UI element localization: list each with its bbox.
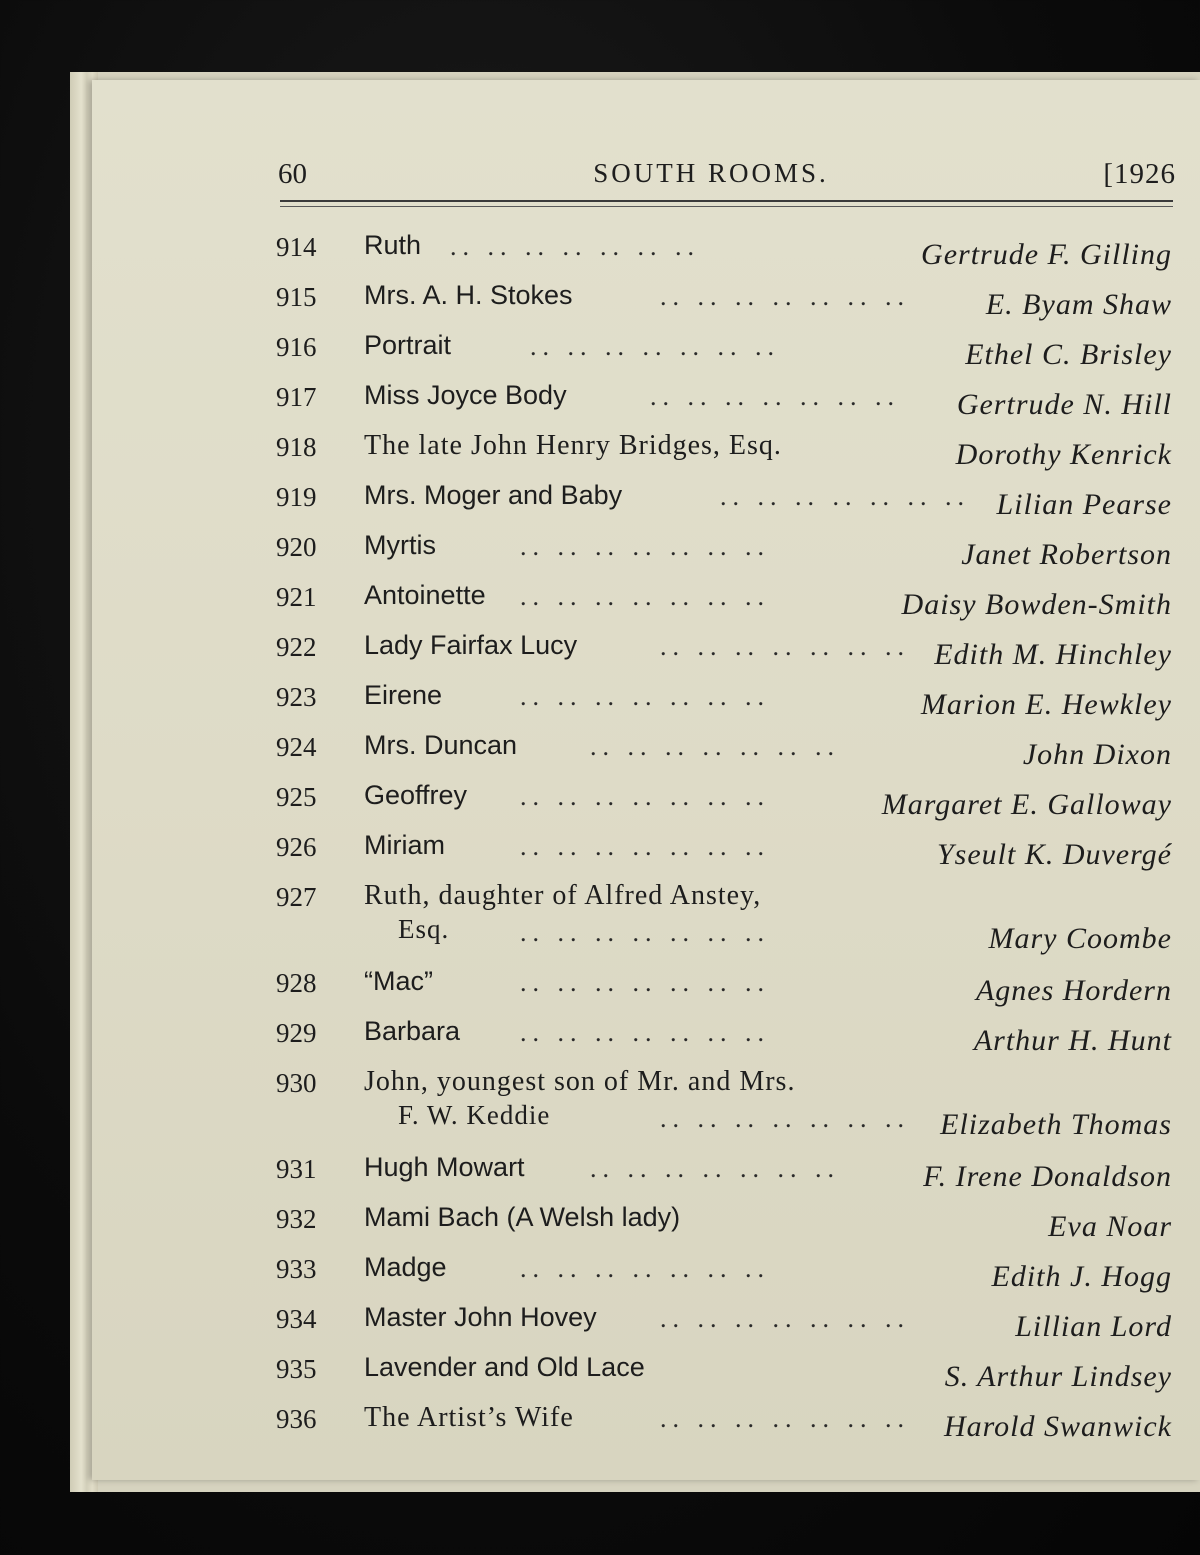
dot-leader: .. .. .. .. .. .. .. bbox=[530, 332, 780, 361]
catalogue-entry bbox=[270, 426, 1180, 476]
catalogue-entry bbox=[270, 776, 1180, 826]
artist-name: Elizabeth Thomas bbox=[940, 1108, 1172, 1141]
catalogue-entry bbox=[270, 1148, 1180, 1198]
catalogue-entry bbox=[270, 1398, 1180, 1448]
catalogue-entry bbox=[270, 876, 1180, 962]
page-header bbox=[186, 158, 1176, 198]
running-head: SOUTH ROOMS. bbox=[593, 158, 829, 188]
catalogue-number: 924 bbox=[276, 732, 317, 762]
artist-name: Harold Swanwick bbox=[943, 1410, 1172, 1443]
artist-name: Edith J. Hogg bbox=[991, 1260, 1172, 1293]
work-title: Lavender and Old Lace bbox=[364, 1352, 645, 1382]
work-title: Mrs. Duncan bbox=[364, 730, 518, 760]
catalogue-entry bbox=[270, 576, 1180, 626]
artist-name: Lilian Pearse bbox=[996, 488, 1172, 521]
artist-name: Marion E. Hewkley bbox=[920, 688, 1172, 721]
dot-leader: .. .. .. .. .. .. .. bbox=[520, 582, 770, 611]
dot-leader: .. .. .. .. .. .. .. bbox=[450, 232, 700, 261]
work-title-continued: F. W. Keddie bbox=[398, 1100, 551, 1130]
catalogue-number: 928 bbox=[276, 968, 317, 998]
catalogue-entry bbox=[270, 626, 1180, 676]
artist-name: Gertrude N. Hill bbox=[956, 388, 1172, 421]
catalogue-entry bbox=[270, 726, 1180, 776]
page-number: 60 bbox=[278, 158, 307, 190]
header-rule-thin bbox=[280, 206, 1173, 207]
dot-leader: .. .. .. .. .. .. .. bbox=[660, 632, 910, 661]
artist-name: Eva Noar bbox=[1048, 1210, 1172, 1243]
artist-name: Arthur H. Hunt bbox=[973, 1024, 1172, 1057]
catalogue-number: 918 bbox=[276, 432, 317, 462]
catalogue-number: 933 bbox=[276, 1254, 317, 1284]
work-title: Barbara bbox=[364, 1016, 461, 1046]
year: [1926 bbox=[1103, 158, 1176, 190]
dot-leader: .. .. .. .. .. .. .. bbox=[520, 532, 770, 561]
artist-name: F. Irene Donaldson bbox=[923, 1160, 1172, 1193]
dot-leader: .. .. .. .. .. .. .. bbox=[590, 732, 840, 761]
dot-leader: .. .. .. .. .. .. .. bbox=[650, 382, 900, 411]
catalogue-entry bbox=[270, 1298, 1180, 1348]
work-title: Mrs. A. H. Stokes bbox=[364, 280, 573, 310]
catalogue-number: 919 bbox=[276, 482, 317, 512]
catalogue-number: 931 bbox=[276, 1154, 317, 1184]
work-title: “Mac” bbox=[364, 966, 433, 996]
artist-name: E. Byam Shaw bbox=[985, 288, 1172, 321]
work-title: John, youngest son of Mr. and Mrs. bbox=[364, 1066, 796, 1097]
dot-leader: .. .. .. .. .. .. .. bbox=[520, 968, 770, 997]
work-title: The late John Henry Bridges, Esq. bbox=[364, 430, 782, 461]
catalogue-entry bbox=[270, 226, 1180, 276]
catalogue-number: 920 bbox=[276, 532, 317, 562]
catalogue-entry bbox=[270, 962, 1180, 1012]
artist-name: Yseult K. Duvergé bbox=[936, 838, 1172, 871]
catalogue-entry bbox=[270, 826, 1180, 876]
artist-name: S. Arthur Lindsey bbox=[944, 1360, 1172, 1393]
artist-name: Mary Coombe bbox=[988, 922, 1172, 955]
work-title: Myrtis bbox=[364, 530, 436, 560]
artist-name: John Dixon bbox=[1022, 738, 1172, 771]
work-title: Hugh Mowart bbox=[364, 1152, 525, 1182]
dot-leader: .. .. .. .. .. .. .. bbox=[660, 282, 910, 311]
work-title: Mami Bach (A Welsh lady) bbox=[364, 1202, 681, 1232]
catalogue-entry bbox=[270, 676, 1180, 726]
catalogue-entry bbox=[270, 376, 1180, 426]
catalogue-entry bbox=[270, 276, 1180, 326]
artist-name: Gertrude F. Gilling bbox=[921, 238, 1172, 271]
header-rule bbox=[280, 200, 1173, 202]
catalogue-number: 923 bbox=[276, 682, 317, 712]
dot-leader: .. .. .. .. .. .. .. bbox=[590, 1154, 840, 1183]
catalogue-number: 915 bbox=[276, 282, 317, 312]
artist-name: Janet Robertson bbox=[961, 538, 1172, 571]
catalogue-number: 927 bbox=[276, 882, 317, 912]
work-title: Miriam bbox=[364, 830, 445, 860]
dot-leader: .. .. .. .. .. .. .. bbox=[520, 918, 770, 947]
work-title: Portrait bbox=[364, 330, 452, 360]
catalogue-number: 916 bbox=[276, 332, 317, 362]
artist-name: Margaret E. Galloway bbox=[881, 788, 1172, 821]
catalogue-number: 936 bbox=[276, 1404, 317, 1434]
catalogue-entry bbox=[270, 1012, 1180, 1062]
dot-leader: .. .. .. .. .. .. .. bbox=[520, 1018, 770, 1047]
dot-leader: .. .. .. .. .. .. .. bbox=[660, 1404, 910, 1433]
artist-name: Daisy Bowden-Smith bbox=[901, 588, 1172, 621]
work-title: Mrs. Moger and Baby bbox=[364, 480, 623, 510]
dot-leader: .. .. .. .. .. .. .. bbox=[520, 1254, 770, 1283]
catalogue-entry bbox=[270, 1198, 1180, 1248]
work-title: Master John Hovey bbox=[364, 1302, 597, 1332]
dot-leader: .. .. .. .. .. .. .. bbox=[520, 682, 770, 711]
catalogue-entry bbox=[270, 1062, 1180, 1148]
work-title: Miss Joyce Body bbox=[364, 380, 567, 410]
work-title-continued: Esq. bbox=[398, 914, 450, 944]
catalogue-entry bbox=[270, 526, 1180, 576]
catalogue-entry bbox=[270, 476, 1180, 526]
catalogue-list bbox=[270, 226, 1180, 1448]
work-title: Madge bbox=[364, 1252, 447, 1282]
artist-name: Lillian Lord bbox=[1015, 1310, 1172, 1343]
artist-name: Edith M. Hinchley bbox=[934, 638, 1172, 671]
catalogue-number: 922 bbox=[276, 632, 317, 662]
catalogue-number: 926 bbox=[276, 832, 317, 862]
work-title: Antoinette bbox=[364, 580, 486, 610]
catalogue-number: 917 bbox=[276, 382, 317, 412]
work-title: The Artist’s Wife bbox=[364, 1402, 574, 1433]
catalogue-number: 914 bbox=[276, 232, 317, 262]
work-title: Eirene bbox=[364, 680, 443, 710]
work-title: Lady Fairfax Lucy bbox=[364, 630, 578, 660]
dot-leader: .. .. .. .. .. .. .. bbox=[720, 482, 970, 511]
catalogue-number: 930 bbox=[276, 1068, 317, 1098]
dot-leader: .. .. .. .. .. .. .. bbox=[660, 1304, 910, 1333]
work-title: Ruth bbox=[364, 230, 422, 260]
dot-leader: .. .. .. .. .. .. .. bbox=[660, 1104, 910, 1133]
catalogue-number: 929 bbox=[276, 1018, 317, 1048]
artist-name: Ethel C. Brisley bbox=[965, 338, 1172, 371]
artist-name: Dorothy Kenrick bbox=[955, 438, 1172, 471]
catalogue-number: 934 bbox=[276, 1304, 317, 1334]
catalogue-entry bbox=[270, 1248, 1180, 1298]
dot-leader: .. .. .. .. .. .. .. bbox=[520, 782, 770, 811]
artist-name: Agnes Hordern bbox=[975, 974, 1172, 1007]
catalogue-number: 932 bbox=[276, 1204, 317, 1234]
work-title: Ruth, daughter of Alfred Anstey, bbox=[364, 880, 762, 911]
catalogue-entry bbox=[270, 326, 1180, 376]
catalogue-number: 925 bbox=[276, 782, 317, 812]
dot-leader: .. .. .. .. .. .. .. bbox=[520, 832, 770, 861]
catalogue-entry bbox=[270, 1348, 1180, 1398]
catalogue-number: 935 bbox=[276, 1354, 317, 1384]
catalogue-number: 921 bbox=[276, 582, 317, 612]
work-title: Geoffrey bbox=[364, 780, 468, 810]
